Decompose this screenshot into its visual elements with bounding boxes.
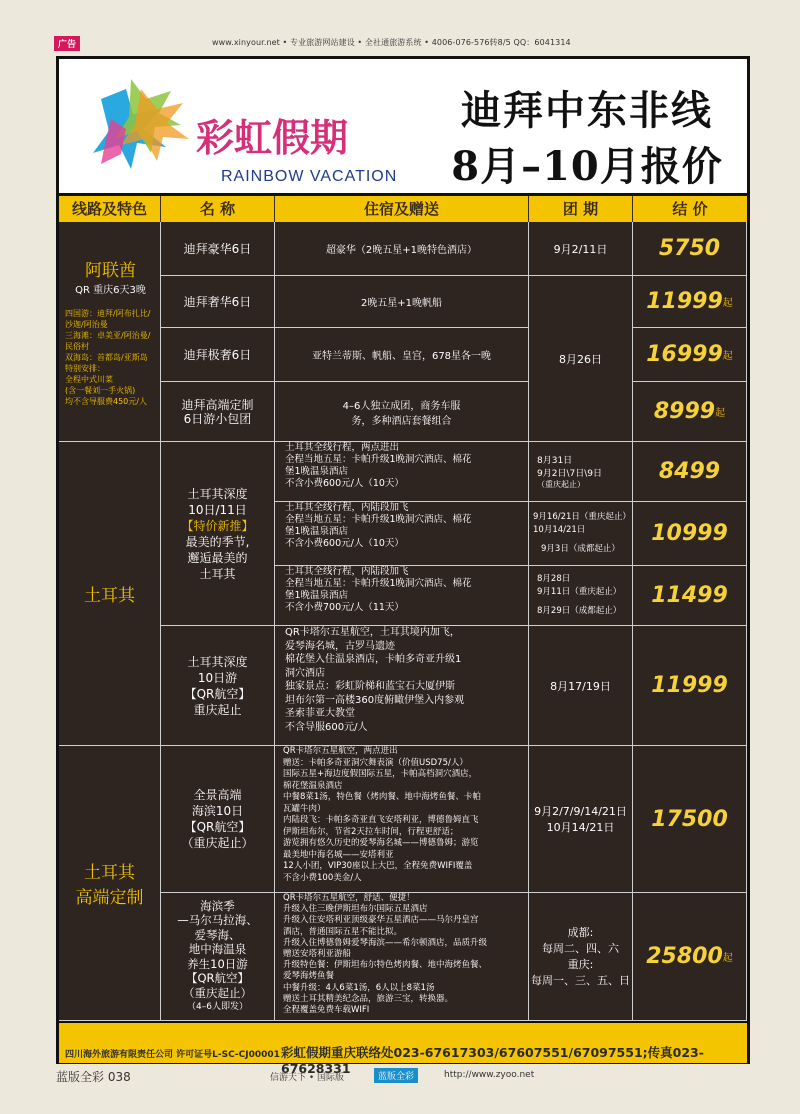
uae-note: 特别安排：	[65, 364, 105, 373]
uae-name-1: 迪拜豪华6日	[161, 222, 275, 276]
uae-note: (含一餐刘一手火锅)	[65, 386, 136, 395]
header	[59, 59, 747, 196]
uae-note: 民俗村	[65, 342, 89, 351]
uae-price-1: 5750	[633, 222, 747, 276]
uae-acc-2: 2晚五星+1晚帆船	[275, 276, 529, 328]
rainbow-logo	[71, 69, 451, 187]
uae-name-3: 迪拜极奢6日	[161, 328, 275, 382]
tk-high-acc-1: QR卡塔尔五星航空，两点进出 赠送：卡帕多奇亚洞穴舞表演（价值USD75/人） 国际五星+海边度假国际五星，卡帕高档洞穴酒店， 棉花堡温泉酒店 中餐8菜1汤，特色餐（烤肉餐、地中海烤鱼餐、卡帕 瓦罐牛肉） 内陆段飞：卡帕多奇亚直飞安塔利亚，博德鲁姆直飞 伊斯坦布尔，节省2天拉车时间，行程更舒适； 游览拥有悠久历史的爱琴海名城——博德鲁姆；游览 最美地中海名城——安塔利亚 12人小团，VIP30座以上大巴，全程免费WIFI覆盖 不含小费100美金/人	[275, 746, 529, 893]
logo-en: RAINBOW VACATION	[221, 168, 398, 185]
site-url[interactable]: http://www.zyoo.net	[444, 1070, 535, 1080]
region-tk-high: 土耳其 高端定制	[59, 746, 161, 1021]
uae-note: 四国游：迪拜/阿布扎比/	[65, 309, 151, 318]
edition-badge: 蓝版全彩	[374, 1068, 418, 1083]
uae-name-2: 迪拜奢华6日	[161, 276, 275, 328]
top-bar	[0, 32, 800, 50]
uae-note: 均不含导服费450元/人	[65, 397, 147, 406]
turkey-qr-date: 8月17/19日	[529, 626, 633, 746]
uae-acc-4: 4–6人独立成团，商务车服 务，多种酒店套餐组合	[275, 382, 529, 442]
tk-high-price-1: 17500	[633, 746, 747, 893]
turkey-price-3: 11499	[633, 566, 747, 626]
uae-note: 沙迦/阿治曼	[65, 320, 108, 329]
col-route: 线路及特色	[59, 196, 161, 222]
turkey-price-2: 10999	[633, 502, 747, 566]
uae-name-4: 迪拜高端定制 6日游小包团	[161, 382, 275, 442]
tk-high-dates-2: 成都: 每周二、四、六 重庆: 每周一、三、五、日	[529, 893, 633, 1021]
turkey-qr-name: 土耳其深度 10日游 【QR航空】 重庆起止	[161, 626, 275, 746]
logo-cn: 彩虹假期	[196, 116, 349, 160]
region-uae-title: 阿联酋	[85, 261, 136, 281]
turkey-acc-2: 土耳其全线行程，内陆段加飞 全程当地五星：卡帕升级1晚洞穴酒店、棉花 堡1晚温泉酒店 不含小费600元/人（10天）	[275, 502, 529, 566]
turkey-dates-1: 8月31日 9月2日\7日\9日 （重庆起止）	[529, 442, 633, 502]
tk-high-name-2: 海滨季 —马尔马拉海、 爱琴海、 地中海温泉 养生10日游 【QR航空】 （重庆起止） （4–6人即发）	[161, 893, 275, 1021]
turkey-name: 土耳其深度 10日/11日 【特价新推】 最美的季节, 邂逅最美的 土耳其	[161, 442, 275, 626]
tk-high-dates-1: 9月2/7/9/14/21日 10月14/21日	[529, 746, 633, 893]
region-uae	[59, 222, 161, 442]
col-dates: 团 期	[529, 196, 633, 222]
page-title: 迪拜中东非线	[461, 87, 713, 134]
region-uae-sub: QR 重庆6天3晚	[75, 285, 146, 296]
uae-price-4: 8999 起	[633, 382, 747, 442]
tk-high-price-2: 25800 起	[633, 893, 747, 1021]
uae-price-2: 11999 起	[633, 276, 747, 328]
uae-acc-1: 超豪华（2晚五星+1晚特色酒店）	[275, 222, 529, 276]
col-price: 结 价	[633, 196, 747, 222]
region-turkey: 土耳其	[59, 442, 161, 746]
uae-date-1: 9月2/11日	[529, 222, 633, 276]
slogan: 信游天下 • 国际版	[270, 1073, 345, 1083]
uae-price-3: 16999 起	[633, 328, 747, 382]
uae-date-2: 8月26日	[529, 276, 633, 442]
uae-acc-3: 亚特兰蒂斯、帆船、皇宫，678星各一晚	[275, 328, 529, 382]
col-name: 名 称	[161, 196, 275, 222]
top-info: www.xinyour.net • 专业旅游网站建设 • 全社通旅游系统 • 4006-076-576转8/5 QQ：6041314	[212, 38, 571, 47]
turkey-acc-3: 土耳其全线行程，内陆段加飞 全程当地五星：卡帕升级1晚洞穴酒店、棉花 堡1晚温泉酒店 不含小费700元/人（11天）	[275, 566, 529, 626]
tk-high-acc-2: QR卡塔尔五星航空，舒适、便捷！ 升级入住三晚伊斯坦布尔国际五星酒店 升级入住安塔利亚顶级豪华五星酒店——马尔丹皇宫 酒店，普通国际五星不能比拟。 升级入住博德鲁姆爱琴海滨——希尔顿酒店，品质升级 赠送安塔利亚游船 升级特色餐：伊斯坦布尔特色烤肉餐、地中海烤鱼餐、 爱琴海烤鱼餐 中餐升级：4人6菜1汤，6人以上8菜1汤 赠送土耳其精美纪念品，旅游三宝，转换器。 全程覆盖免费车载WIFI	[275, 893, 529, 1021]
turkey-qr-price: 11999	[633, 626, 747, 746]
turkey-acc-1: 土耳其全线行程，两点进出 全程当地五星：卡帕升级1晚洞穴酒店、棉花 堡1晚温泉酒店 不含小费600元/人（10天）	[275, 442, 529, 502]
turkey-dates-2: 9月16/21日（重庆起止） 10月14/21日 9月3日（成都起止）	[529, 502, 633, 566]
price-table	[59, 196, 747, 1021]
footer-contact: 彩虹假期重庆联络处023-67617303/67607551/67097551;传真023-67628331	[281, 1045, 704, 1076]
page-number: 蓝版全彩 038	[56, 1070, 131, 1084]
turkey-dates-3: 8月28日 9月11日（重庆起止） 8月29日（成都起止）	[529, 566, 633, 626]
uae-note: 三海滩：卓美亚/阿治曼/	[65, 331, 151, 340]
page-subtitle: 8月–10月报价	[451, 143, 723, 190]
turkey-price-1: 8499	[633, 442, 747, 502]
uae-note: 全程中式川菜	[65, 375, 113, 384]
uae-note: 双海岛：首都岛/亚斯岛	[65, 353, 148, 362]
footer-company: 四川海外旅游有限责任公司 许可证号L-SC-CJ00001	[65, 1050, 280, 1060]
tk-high-name-1: 全景高端 海滨10日 【QR航空】 （重庆起止）	[161, 746, 275, 893]
turkey-qr-acc: QR卡塔尔五星航空，土耳其境内加飞， 爱琴海名城，古罗马遗迹 棉花堡入住温泉酒店，卡帕多奇亚升级1 洞穴酒店 独家景点：彩虹阶梯和蓝宝石大厦伊斯 坦布尔第一高楼360度俯瞰伊堡入内参观 圣索菲亚大教堂 不含导服600元/人	[275, 626, 529, 746]
ad-tag: 广告	[54, 36, 80, 51]
col-acc: 住宿及赠送	[275, 196, 529, 222]
